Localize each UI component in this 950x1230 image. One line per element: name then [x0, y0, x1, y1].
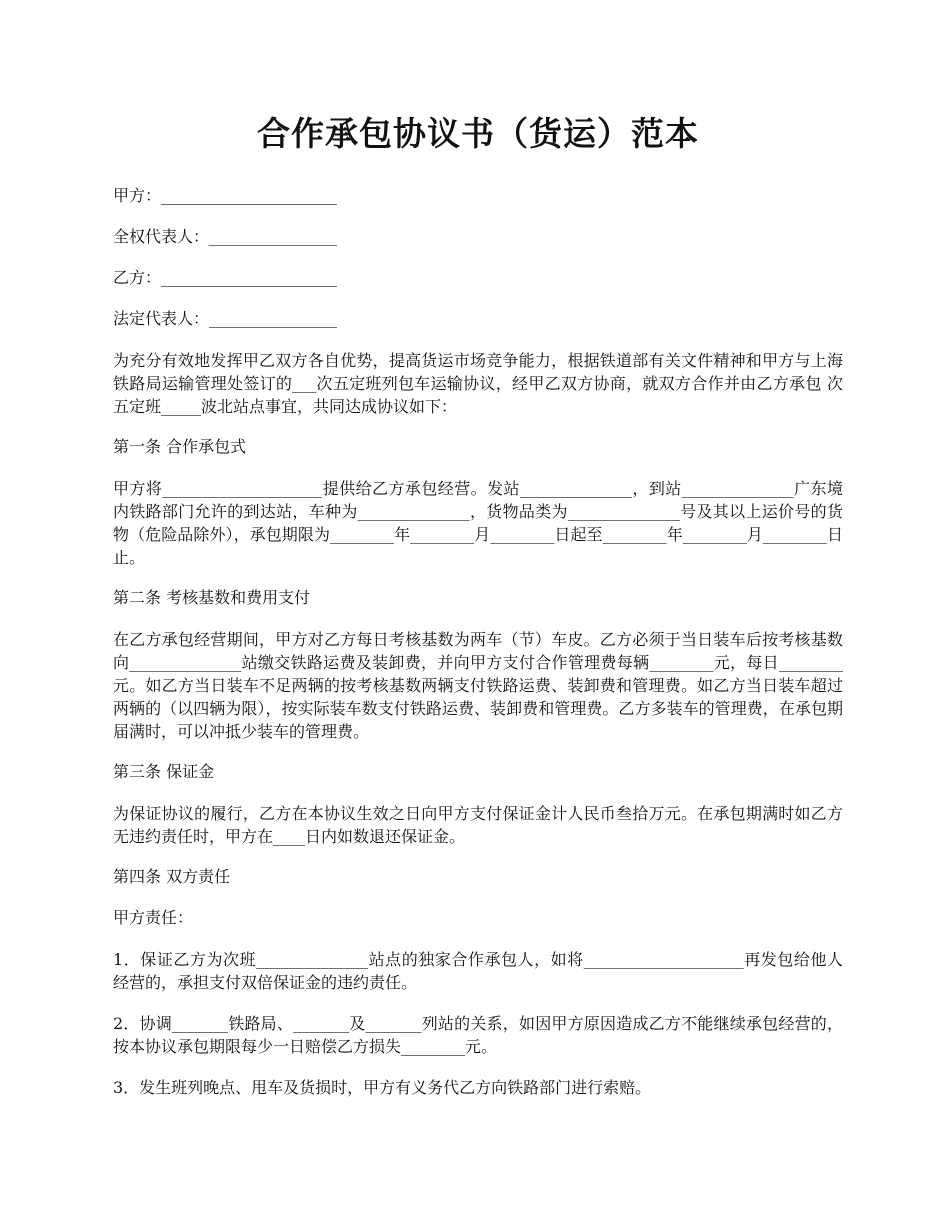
party-a-line: 甲方：______________________ [113, 186, 338, 205]
duty-item-2: 2．协调_______铁路局、_______及_______列站的关系，如因甲方原因造成乙方不能继续承包经营的，按本协议承包期限每少一日赔偿乙方损失________元。 [113, 1014, 843, 1056]
duty-item-3: 3．发生班列晚点、甩车及货损时，甲方有义务代乙方向铁路部门进行索赔。 [113, 1078, 652, 1097]
party-b-line: 乙方：______________________ [113, 268, 338, 287]
article-3-paragraph: 为保证协议的履行，乙方在本协议生效之日向甲方支付保证金计人民币叁拾万元。在承包期满时如乙方无违约责任时，甲方在____日内如数退还保证金。 [113, 804, 843, 846]
article-1-heading: 第一条 合作承包式 [113, 437, 247, 456]
document-page [113, 108, 843, 1117]
duty-item-1: 1．保证乙方为次班______________站点的独家合作承包人，如将____________________再发包给他人经营的，承担支付双倍保证金的违约责任。 [113, 950, 843, 992]
article-1-paragraph: 甲方将____________________提供给乙方承包经营。发站______________，到站______________广东境内铁路部门允许的到达站，车种为______________，货物品类为______________号及其以上运价号的货物（危险品除外），承包期限为________年________月________日起至________年________月________日止。 [113, 479, 843, 567]
intro-paragraph: 为充分有效地发挥甲乙双方各自优势，提高货运市场竞争能力，根据铁道部有关文件精神和甲方与上海铁路局运输管理处签订的___次五定班列包车运输协议，经甲乙双方协商，就双方合作并由乙方承包 次五定班_____波北站点事宜，共同达成协议如下： [113, 351, 843, 416]
article-4-heading: 第四条 双方责任 [113, 867, 231, 886]
article-2-heading: 第二条 考核基数和费用支付 [113, 588, 311, 607]
article-3-heading: 第三条 保证金 [113, 762, 215, 781]
party-a-representative-line: 全权代表人：________________ [113, 227, 338, 246]
document-title: 合作承包协议书（货运）范本 [257, 114, 699, 153]
party-b-representative-line: 法定代表人：________________ [113, 309, 338, 328]
party-a-duty-heading: 甲方责任： [113, 908, 194, 927]
article-2-paragraph: 在乙方承包经营期间，甲方对乙方每日考核基数为两车（节）车皮。乙方必须于当日装车后按考核基数向______________站缴交铁路运费及装卸费，并向甲方支付合作管理费每辆________元，每日________元。如乙方当日装车不足两辆的按考核基数两辆支付铁路运费、装卸费和管理费。如乙方当日装车超过两辆的（以四辆为限），按实际装车数支付铁路运费、装卸费和管理费。乙方多装车的管理费，在承包期届满时，可以冲抵少装车的管理费。 [113, 630, 843, 741]
